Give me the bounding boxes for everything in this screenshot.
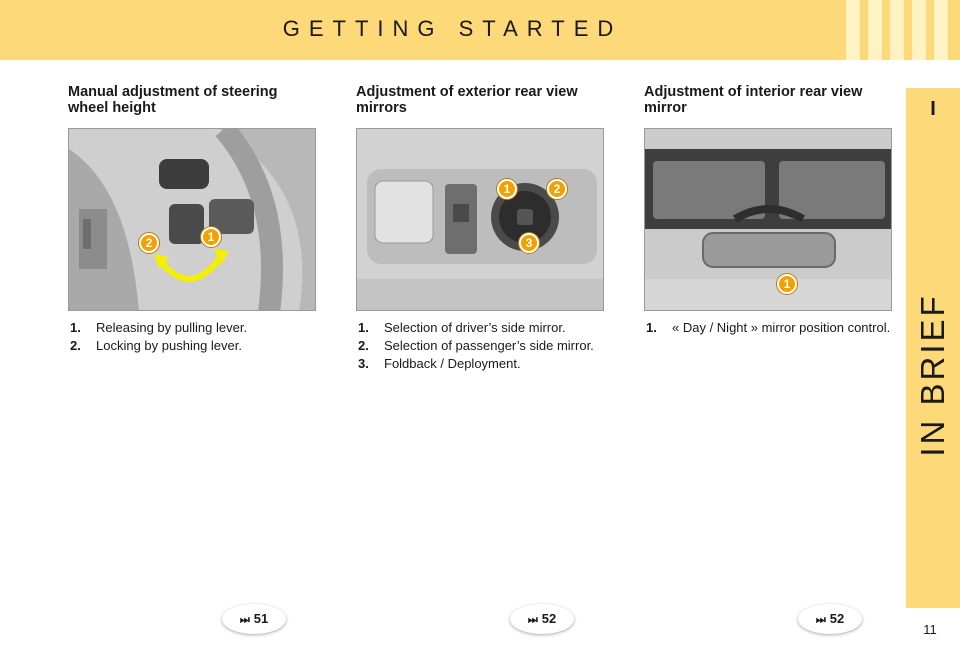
list-item: 2. Locking by pushing lever. [70,338,242,353]
callout-2: 2 [547,179,567,199]
section-title: Manual adjustment of steering wheel height [68,84,278,116]
page-reference-link[interactable]: ⏭ 51 [222,604,286,634]
chapter-number: I [930,98,936,120]
section-title: Adjustment of interior rear view mirror [644,84,863,116]
callout-1: 1 [201,227,221,247]
section-steering-wheel [68,84,318,357]
instruction-list [356,321,606,371]
page-title: GETTING STARTED [282,16,623,41]
list-item: 3. Foldback / Deployment. [358,356,521,371]
page-number: 11 [923,622,937,637]
instruction-list [644,321,894,335]
interior-mirror-photo [644,128,892,311]
fast-forward-icon: ⏭ [527,614,538,626]
section-exterior-mirrors [356,84,606,375]
callout-1: 1 [777,274,797,294]
section-interior-mirror [644,84,894,339]
list-item: 1. Releasing by pulling lever. [70,320,248,335]
fast-forward-icon: ⏭ [239,614,250,626]
callout-2: 2 [139,233,159,253]
list-item: 2. Selection of passenger’s side mirror. [358,338,594,353]
list-item: 1. Selection of driver’s side mirror. [358,320,566,335]
list-item: 1. « Day / Night » mirror position control. [646,320,891,335]
header-stripes [838,0,960,60]
page-reference-link[interactable]: ⏭ 52 [798,604,862,634]
callout-3: 3 [519,233,539,253]
page-reference-link[interactable]: ⏭ 52 [510,604,574,634]
fast-forward-icon: ⏭ [815,614,826,626]
steering-wheel-photo [68,128,316,311]
chapter-label: IN BRIEF [914,293,951,457]
mirror-control-photo [356,128,604,311]
instruction-list [68,321,318,353]
callout-1: 1 [497,179,517,199]
section-title: Adjustment of exterior rear view mirrors [356,84,578,116]
